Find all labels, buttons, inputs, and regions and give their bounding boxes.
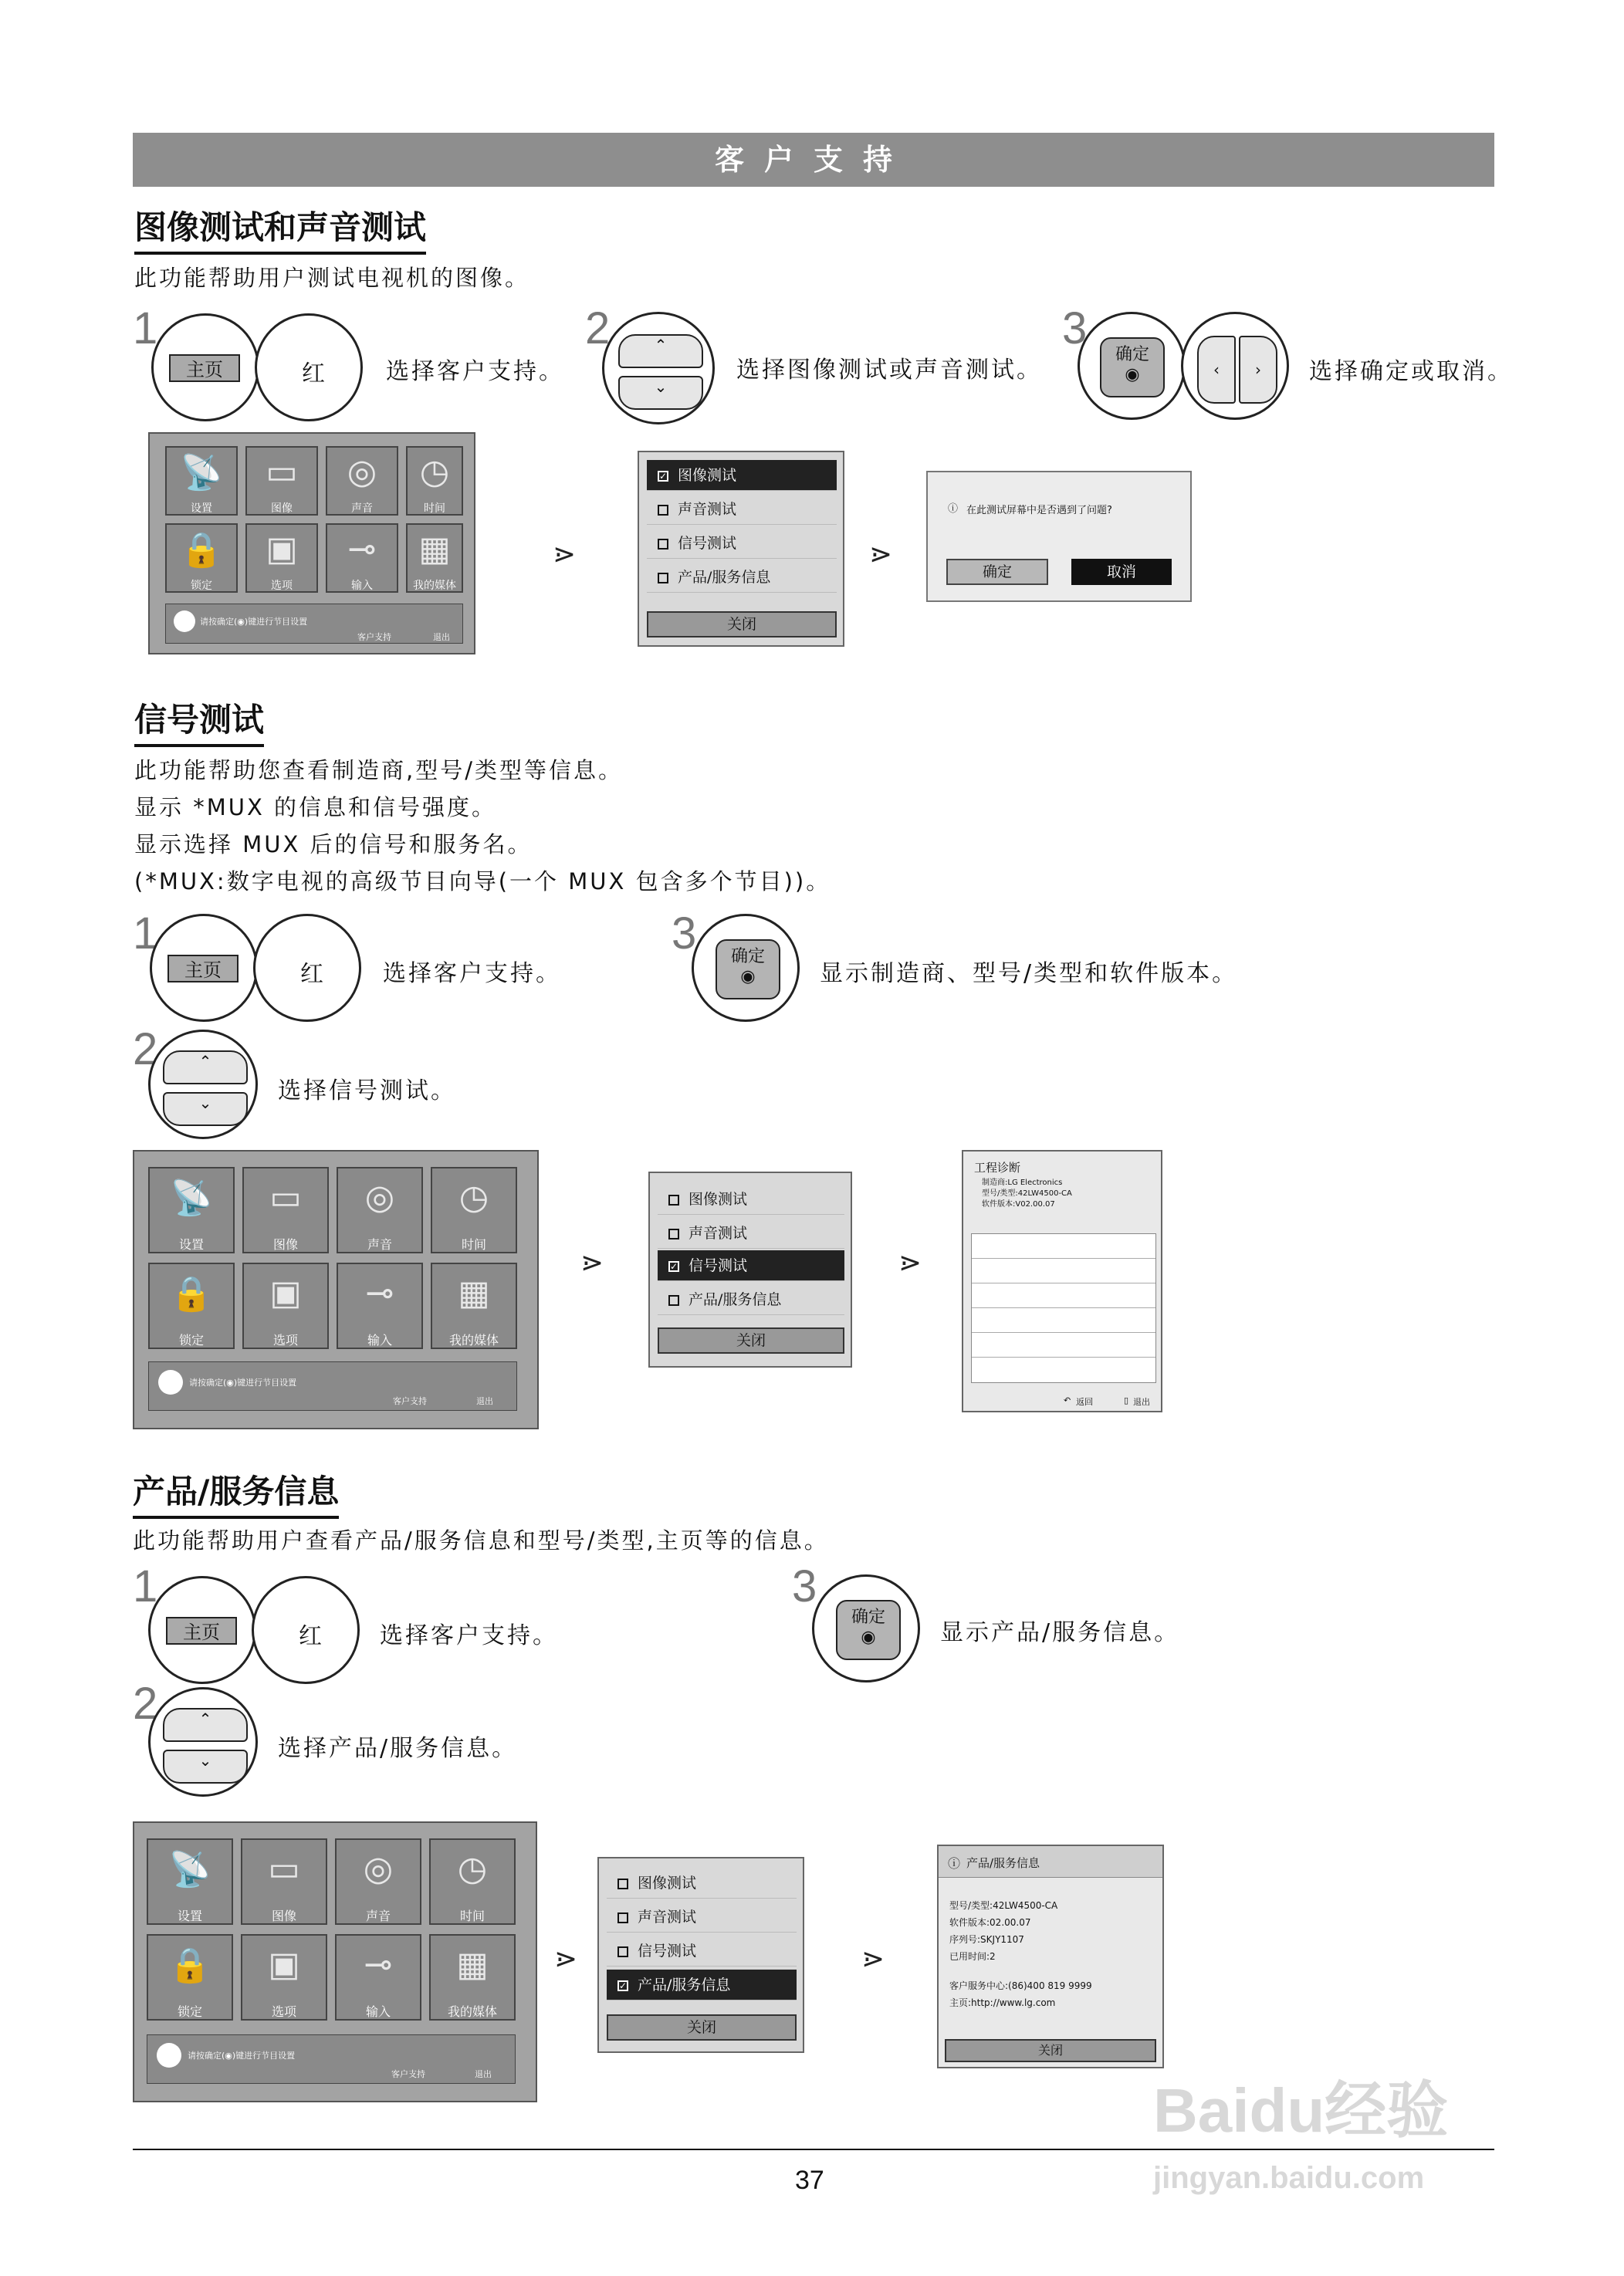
tile-picture[interactable]: ▭ 图像 [241, 1838, 327, 1925]
diag-line: 型号/类型:42LW4500-CA [982, 1189, 1072, 1198]
toolbox-icon: ▣ [269, 1273, 302, 1313]
home-button: 主页 [167, 955, 239, 982]
satellite-icon: 📡 [170, 1179, 213, 1218]
home-menu-footer [148, 1361, 517, 1411]
step-number: 1 [133, 1561, 158, 1611]
media-icon: ▦ [456, 1945, 489, 1984]
footer-exit: 退出 [476, 1396, 493, 1406]
info-line: 客户服务中心:(86)400 819 9999 [949, 1980, 1092, 1991]
up-down-remote-key [602, 312, 715, 424]
red-remote-key [253, 914, 361, 1022]
step-number: 3 [1062, 303, 1088, 353]
tile-my-media[interactable]: ▦ 我的媒体 [406, 523, 463, 593]
diag-line: 制造商:LG Electronics [982, 1179, 1063, 1187]
menu-close-button[interactable]: 关闭 [658, 1327, 844, 1354]
ok-button [1100, 337, 1165, 397]
up-down-remote-key [148, 1030, 258, 1139]
menu-item-product-info[interactable]: ✓ 产品/服务信息 [607, 1970, 797, 2000]
home-menu-screen [133, 1150, 539, 1429]
checkbox-icon [668, 1195, 679, 1206]
tile-lock[interactable]: 🔒 锁定 [165, 523, 238, 593]
step-text: 选择客户支持。 [383, 960, 561, 987]
home-menu-footer [165, 604, 463, 644]
home-button: 主页 [169, 354, 240, 382]
diag-info [982, 1178, 1072, 1210]
next-arrow-icon: ⋗ [861, 1943, 885, 1975]
info-icon: ⓘ [948, 1856, 961, 1871]
tv-icon: ▭ [266, 452, 298, 492]
table-row [972, 1283, 1155, 1308]
cable-icon: ⊸ [364, 1945, 393, 1984]
footer-customer-support: 客户支持 [391, 2069, 425, 2079]
menu-item-picture-test[interactable]: ✓ 图像测试 [647, 460, 837, 491]
tile-picture[interactable]: ▭ 图像 [242, 1167, 329, 1253]
tv-icon: ▭ [269, 1178, 302, 1217]
home-button: 主页 [166, 1617, 237, 1645]
checkbox-icon [658, 505, 668, 516]
info-line: 软件版本:02.00.07 [949, 1917, 1031, 1928]
red-button-label: 红 [302, 360, 325, 387]
ok-dot-icon [174, 610, 195, 632]
menu-item-sound-test[interactable]: 声音测试 [607, 1902, 797, 1933]
diag-title: 工程诊断 [974, 1161, 1021, 1175]
red-button-label: 红 [299, 1623, 322, 1650]
section-banner: 客户支持 [133, 133, 1494, 187]
step-text: 选择图像测试或声音测试。 [736, 357, 1042, 384]
tile-picture[interactable]: ▭ 图像 [245, 446, 318, 516]
diag-back[interactable]: 返回 [1076, 1397, 1093, 1407]
lock-icon: 🔒 [168, 1946, 211, 1985]
checkbox-icon [617, 1946, 628, 1957]
media-icon: ▦ [458, 1273, 490, 1313]
up-down-remote-key [148, 1687, 258, 1797]
tile-lock[interactable]: 🔒 锁定 [148, 1263, 235, 1349]
media-icon: ▦ [418, 529, 451, 569]
speaker-icon: ◎ [363, 1849, 394, 1889]
menu-item-signal-test[interactable]: ✓ 信号测试 [658, 1250, 844, 1281]
checkbox-icon [658, 573, 668, 583]
info-title: 产品/服务信息 [966, 1856, 1040, 1870]
red-remote-key [255, 313, 363, 421]
next-arrow-icon: ⋗ [554, 1943, 578, 1975]
section2-heading: 信号测试 [134, 695, 264, 747]
baidu-watermark-url: jingyan.baidu.com [1153, 2161, 1425, 2195]
right-arrow-icon: › [1239, 336, 1277, 404]
tile-time[interactable]: ◷ 时间 [429, 1838, 516, 1925]
ok-remote-key [1078, 312, 1186, 420]
dialog-ok-button[interactable]: 确定 [946, 559, 1048, 585]
cable-icon: ⊸ [365, 1273, 394, 1313]
info-contact [949, 1977, 1092, 2011]
next-arrow-icon: ⋗ [869, 539, 893, 570]
step-text: 显示产品/服务信息。 [940, 1619, 1180, 1646]
footer-exit: 退出 [475, 2069, 492, 2079]
left-arrow-icon: ‹ [1197, 336, 1236, 404]
test-confirm-dialog [926, 471, 1192, 602]
tile-input[interactable]: ⊸ 输入 [337, 1263, 423, 1349]
ok-button [716, 939, 780, 999]
step-text: 显示制造商、型号/类型和软件版本。 [820, 960, 1238, 987]
product-service-info-screen [937, 1845, 1164, 2068]
tile-settings[interactable]: 📡 设置 [148, 1167, 235, 1253]
tile-input[interactable]: ⊸ 输入 [335, 1934, 421, 2021]
tile-lock[interactable]: 🔒 锁定 [147, 1934, 233, 2021]
info-line: 序列号:SKJY1107 [949, 1934, 1024, 1945]
section3-heading: 产品/服务信息 [133, 1466, 339, 1519]
menu-item-signal-test[interactable]: 信号测试 [607, 1936, 797, 1967]
satellite-icon: 📡 [168, 1850, 211, 1889]
info-line: 型号/类型:42LW4500-CA [949, 1900, 1058, 1911]
cable-icon: ⊸ [347, 529, 377, 569]
info-header [939, 1846, 1162, 1878]
tile-option[interactable]: ▣ 选项 [242, 1263, 329, 1349]
toolbox-icon: ▣ [266, 529, 298, 569]
ok-dot-icon [157, 2043, 181, 2068]
tile-my-media[interactable]: ▦ 我的媒体 [429, 1934, 516, 2021]
footer-exit: 退出 [433, 632, 450, 642]
page-number: 37 [795, 2166, 824, 2195]
ok-button [836, 1600, 901, 1660]
tile-option[interactable]: ▣ 选项 [241, 1934, 327, 2021]
footer-customer-support: 客户支持 [393, 1396, 427, 1406]
step-number: 2 [585, 303, 611, 353]
step-text: 选择客户支持。 [380, 1622, 558, 1649]
info-close-button[interactable]: 关闭 [945, 2039, 1156, 2062]
step-text: 选择信号测试。 [278, 1077, 456, 1104]
home-remote-key [151, 313, 259, 421]
dialog-question: 在此测试屏幕中是否遇到了问题? [966, 505, 1112, 516]
step-number: 2 [133, 1679, 158, 1729]
tile-sound[interactable]: ◎ 声音 [326, 446, 398, 516]
desc-line: 显示 *MUX 的信息和信号强度。 [134, 794, 497, 820]
ok-dot-icon: ◉ [740, 967, 756, 986]
section2-description [134, 752, 831, 900]
baidu-watermark-logo: Baidu经验 [1153, 2076, 1449, 2145]
desc-line: (*MUX:数字电视的高级节目向导(一个 MUX 包含多个节目))。 [134, 868, 831, 895]
home-menu-screen [133, 1821, 537, 2102]
tile-settings[interactable]: 📡 设置 [147, 1838, 233, 1925]
tile-input[interactable]: ⊸ 输入 [326, 523, 398, 593]
ok-dot-icon: ◉ [1125, 365, 1140, 384]
checkbox-checked-icon: ✓ [670, 1260, 678, 1272]
diag-line: 软件版本:V02.00.07 [982, 1200, 1055, 1209]
table-row [972, 1333, 1155, 1358]
dialog-cancel-button[interactable]: 取消 [1071, 559, 1172, 585]
step-number: 1 [133, 908, 158, 959]
next-arrow-icon: ⋗ [898, 1247, 922, 1279]
diag-exit[interactable]: 退出 [1133, 1397, 1150, 1407]
desc-line: 此功能帮助您查看制造商,型号/类型等信息。 [134, 757, 623, 783]
satellite-icon: 📡 [180, 453, 223, 492]
tile-time[interactable]: ◷ 时间 [431, 1167, 517, 1253]
tv-icon: ▭ [268, 1849, 300, 1889]
section1-heading: 图像测试和声音测试 [134, 202, 426, 255]
up-arrow-icon: ⌃ [618, 334, 703, 368]
home-menu-screen [148, 432, 475, 654]
checkbox-icon [668, 1295, 679, 1306]
tile-sound[interactable]: ◎ 声音 [335, 1838, 421, 1925]
ok-dot-icon [158, 1370, 183, 1395]
down-arrow-icon: ⌄ [163, 1092, 248, 1126]
step-text: 选择客户支持。 [386, 358, 564, 385]
menu-close-button[interactable]: 关闭 [607, 2014, 797, 2041]
step-number: 3 [792, 1561, 817, 1611]
exit-icon: ▯ [1124, 1395, 1129, 1405]
customer-support-menu [597, 1857, 804, 2053]
menu-item-product-info[interactable]: 产品/服务信息 [658, 1284, 844, 1315]
step-text: 选择确定或取消。 [1309, 358, 1513, 385]
checkbox-icon [668, 1229, 679, 1239]
menu-item-picture-test[interactable]: 图像测试 [607, 1868, 797, 1899]
footer-hint: 请按确定(◉)键进行节目设置 [200, 617, 308, 627]
home-menu-footer [147, 2034, 516, 2084]
tile-sound[interactable]: ◎ 声音 [337, 1167, 423, 1253]
toolbox-icon: ▣ [268, 1945, 300, 1984]
clock-icon: ◷ [457, 1849, 488, 1889]
ok-label: 确定 [851, 1608, 885, 1627]
lock-icon: 🔒 [170, 1274, 213, 1314]
left-right-remote-key [1181, 312, 1289, 420]
table-row [972, 1234, 1155, 1259]
red-button-label: 红 [300, 961, 323, 988]
checkbox-icon [617, 1912, 628, 1923]
section3-intro: 此功能帮助用户查看产品/服务信息和型号/类型,主页等的信息。 [133, 1527, 829, 1554]
checkbox-icon [658, 539, 668, 550]
desc-line: 显示选择 MUX 后的信号和服务名。 [134, 831, 533, 857]
info-line: 已用时间:2 [949, 1951, 996, 1962]
customer-support-menu [648, 1172, 852, 1368]
step-text: 选择产品/服务信息。 [278, 1735, 518, 1762]
step-number: 3 [672, 908, 697, 959]
home-remote-key [150, 914, 258, 1022]
ok-label: 确定 [730, 947, 765, 966]
lock-icon: 🔒 [180, 530, 223, 570]
tile-time[interactable]: ◷ 时间 [406, 446, 463, 516]
step-number: 2 [133, 1024, 158, 1074]
next-arrow-icon: ⋗ [553, 539, 577, 570]
checkbox-checked-icon: ✓ [619, 1980, 628, 1991]
table-row [972, 1308, 1155, 1333]
ok-remote-key [692, 914, 800, 1022]
home-remote-key [148, 1576, 256, 1684]
ok-dot-icon: ◉ [861, 1628, 876, 1647]
ok-label: 确定 [1115, 345, 1149, 364]
menu-item-picture-test[interactable]: 图像测试 [658, 1184, 844, 1215]
clock-icon: ◷ [419, 452, 450, 492]
back-icon: ↶ [1064, 1395, 1071, 1405]
down-arrow-icon: ⌄ [163, 1750, 248, 1784]
menu-item-sound-test[interactable]: 声音测试 [647, 494, 837, 525]
down-arrow-icon: ⌄ [618, 376, 703, 410]
step-number: 1 [133, 303, 158, 353]
menu-item-product-info[interactable]: 产品/服务信息 [647, 562, 837, 593]
checkbox-checked-icon: ✓ [659, 470, 668, 482]
red-remote-key [252, 1576, 360, 1684]
ok-remote-key [812, 1574, 920, 1682]
customer-support-menu [638, 451, 844, 647]
menu-item-signal-test[interactable]: 信号测试 [647, 528, 837, 559]
section1-intro: 此功能帮助用户测试电视机的图像。 [134, 265, 530, 291]
diag-table [971, 1233, 1156, 1383]
next-arrow-icon: ⋗ [580, 1247, 604, 1279]
speaker-icon: ◎ [364, 1178, 395, 1217]
engineering-diagnostics-screen [962, 1150, 1162, 1412]
footer-hint: 请按确定(◉)键进行节目设置 [188, 2051, 296, 2061]
tile-my-media[interactable]: ▦ 我的媒体 [431, 1263, 517, 1349]
up-arrow-icon: ⌃ [163, 1050, 248, 1084]
menu-close-button[interactable]: 关闭 [647, 611, 837, 637]
footer-hint: 请按确定(◉)键进行节目设置 [189, 1378, 297, 1388]
clock-icon: ◷ [458, 1178, 489, 1217]
table-row [972, 1259, 1155, 1283]
info-details [949, 1897, 1057, 1965]
tile-settings[interactable]: 📡 设置 [165, 446, 238, 516]
up-arrow-icon: ⌃ [163, 1708, 248, 1742]
footer-customer-support: 客户支持 [357, 632, 391, 642]
speaker-icon: ◎ [347, 452, 377, 492]
menu-item-sound-test[interactable]: 声音测试 [658, 1218, 844, 1249]
tile-option[interactable]: ▣ 选项 [245, 523, 318, 593]
checkbox-icon [617, 1879, 628, 1889]
info-line: 主页:http://www.lg.com [949, 1997, 1056, 2008]
question-icon: ⓘ [948, 503, 959, 515]
